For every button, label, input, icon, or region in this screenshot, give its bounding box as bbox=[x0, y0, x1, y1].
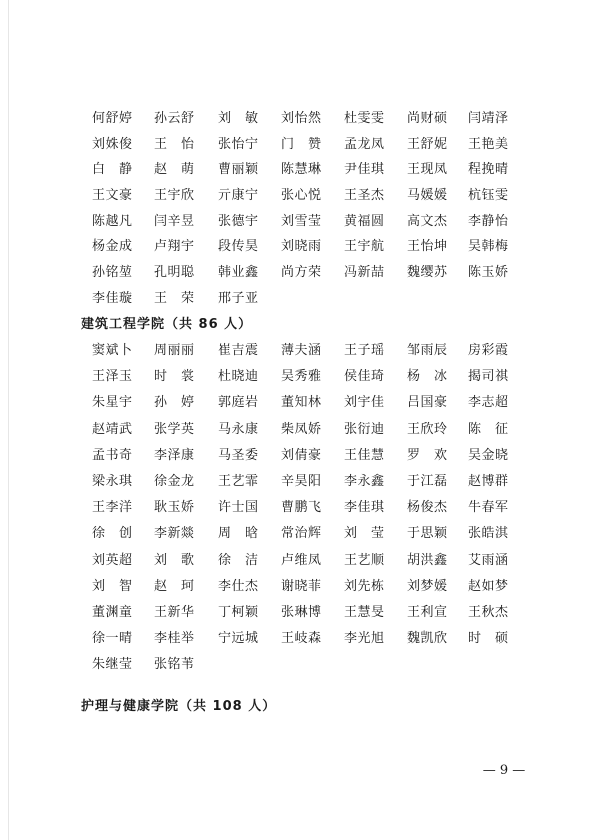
student-name: 尹佳琪 bbox=[344, 162, 385, 178]
student-name: 马永康 bbox=[218, 421, 259, 437]
student-name: 陈 征 bbox=[468, 421, 509, 437]
name-row bbox=[92, 264, 522, 290]
student-name: 梁永琪 bbox=[92, 473, 133, 489]
student-name: 房彩霞 bbox=[468, 343, 509, 358]
student-name: 吴秀雅 bbox=[281, 369, 322, 385]
student-name: 揭司祺 bbox=[468, 369, 509, 385]
student-name: 柴凤娇 bbox=[281, 421, 322, 437]
name-list-architecture bbox=[92, 342, 522, 682]
student-name: 王艳美 bbox=[468, 136, 509, 152]
student-name: 王艺顺 bbox=[344, 552, 385, 568]
student-name: 卢维凤 bbox=[281, 552, 322, 568]
student-name: 刘姝俊 bbox=[92, 136, 133, 152]
student-name: 王艺霏 bbox=[218, 473, 259, 489]
student-name: 冯新喆 bbox=[344, 265, 385, 281]
name-row bbox=[92, 394, 522, 420]
student-name: 刘先栋 bbox=[344, 578, 385, 594]
student-name: 丁柯颖 bbox=[218, 604, 259, 620]
name-row bbox=[92, 552, 522, 578]
student-name: 刘雪莹 bbox=[281, 213, 322, 229]
student-name: 李佳璇 bbox=[92, 290, 133, 306]
student-name: 王 荣 bbox=[154, 290, 195, 306]
student-name: 杨俊杰 bbox=[407, 500, 448, 516]
student-name: 李光旭 bbox=[344, 631, 385, 647]
name-row bbox=[92, 604, 522, 630]
student-name: 孟龙凤 bbox=[344, 136, 385, 152]
name-row bbox=[92, 290, 522, 316]
student-name: 赵靖武 bbox=[92, 421, 133, 437]
name-row bbox=[92, 525, 522, 551]
student-name: 尚财硕 bbox=[407, 111, 448, 126]
student-name: 杨金成 bbox=[92, 239, 133, 255]
student-name: 孟书奇 bbox=[92, 447, 133, 463]
student-name: 杜晓迪 bbox=[218, 369, 259, 385]
student-name: 薄夫涵 bbox=[281, 343, 322, 358]
student-name: 邹雨辰 bbox=[407, 343, 448, 358]
student-name: 徐 洁 bbox=[218, 552, 259, 568]
student-name: 何舒婷 bbox=[92, 111, 133, 126]
student-name: 李仕杰 bbox=[218, 578, 259, 594]
student-name: 高文杰 bbox=[407, 213, 448, 229]
student-name: 王欣玲 bbox=[407, 421, 448, 437]
student-name: 郭庭岩 bbox=[218, 395, 259, 411]
student-name: 张心悦 bbox=[281, 188, 322, 204]
student-name: 张琳博 bbox=[281, 604, 322, 620]
student-name: 崔吉震 bbox=[218, 343, 259, 358]
student-name: 朱星宇 bbox=[92, 395, 133, 411]
student-name: 王秋杰 bbox=[468, 604, 509, 620]
student-name: 孙 婷 bbox=[154, 395, 195, 411]
name-row bbox=[92, 368, 522, 394]
student-name: 王新华 bbox=[154, 604, 195, 620]
student-name: 吕国豪 bbox=[407, 395, 448, 411]
student-name: 于思颖 bbox=[407, 526, 448, 542]
student-name: 张怡宁 bbox=[218, 136, 259, 152]
student-name: 黄福圆 bbox=[344, 213, 385, 229]
student-name: 李静怡 bbox=[468, 213, 509, 229]
student-name: 徐 创 bbox=[92, 526, 133, 542]
student-name: 闫辛昱 bbox=[154, 213, 195, 229]
student-name: 刘 莹 bbox=[344, 526, 385, 542]
student-name: 李新燚 bbox=[154, 526, 195, 542]
student-name: 王岐森 bbox=[281, 631, 322, 647]
student-name: 时 硕 bbox=[468, 631, 509, 647]
student-name: 许士国 bbox=[218, 500, 259, 516]
name-row bbox=[92, 656, 522, 682]
name-list-continued bbox=[92, 110, 522, 316]
name-row bbox=[92, 578, 522, 604]
student-name: 辛昊阳 bbox=[281, 473, 322, 489]
student-name: 赵博群 bbox=[468, 473, 509, 489]
student-name: 邢子亚 bbox=[218, 290, 259, 306]
name-row bbox=[92, 110, 522, 136]
student-name: 孙云舒 bbox=[154, 111, 195, 126]
name-row bbox=[92, 238, 522, 264]
student-name: 胡洪鑫 bbox=[407, 552, 448, 568]
student-name: 刘晓雨 bbox=[281, 239, 322, 255]
name-row bbox=[92, 447, 522, 473]
student-name: 艾雨涵 bbox=[468, 552, 509, 568]
student-name: 王文豪 bbox=[92, 188, 133, 204]
student-name: 牛春军 bbox=[468, 500, 509, 516]
student-name: 于江磊 bbox=[407, 473, 448, 489]
student-name: 魏缨苏 bbox=[407, 265, 448, 281]
student-name: 王 怡 bbox=[154, 136, 195, 152]
student-name: 孔明聪 bbox=[154, 265, 195, 281]
student-name: 杭钰雯 bbox=[468, 188, 509, 204]
student-name: 杨 冰 bbox=[407, 369, 448, 385]
student-name: 王李洋 bbox=[92, 500, 133, 516]
name-row bbox=[92, 161, 522, 187]
student-name: 李志超 bbox=[468, 395, 509, 411]
section-heading-nursing: 护理与健康学院（共 108 人） bbox=[81, 699, 277, 714]
student-name: 时 裳 bbox=[154, 369, 195, 385]
student-name: 李泽康 bbox=[154, 447, 195, 463]
name-row bbox=[92, 187, 522, 213]
student-name: 周丽丽 bbox=[154, 343, 195, 358]
student-name: 徐金龙 bbox=[154, 473, 195, 489]
student-name: 李佳琪 bbox=[344, 500, 385, 516]
student-name: 尚方荣 bbox=[281, 265, 322, 281]
student-name: 窦斌卜 bbox=[92, 343, 133, 358]
student-name: 耿玉娇 bbox=[154, 500, 195, 516]
student-name: 王慧旻 bbox=[344, 604, 385, 620]
student-name: 李桂举 bbox=[154, 631, 195, 647]
student-name: 陈玉娇 bbox=[468, 265, 509, 281]
student-name: 马圣委 bbox=[218, 447, 259, 463]
student-name: 王宇航 bbox=[344, 239, 385, 255]
student-name: 段传昊 bbox=[218, 239, 259, 255]
student-name: 王舒妮 bbox=[407, 136, 448, 152]
student-name: 魏凯欣 bbox=[407, 631, 448, 647]
student-name: 程挽晴 bbox=[468, 162, 509, 178]
student-name: 白 静 bbox=[92, 162, 133, 178]
student-name: 董渊童 bbox=[92, 604, 133, 620]
student-name: 陈慧琳 bbox=[281, 162, 322, 178]
student-name: 王利宣 bbox=[407, 604, 448, 620]
student-name: 董知林 bbox=[281, 395, 322, 411]
student-name: 刘倩豪 bbox=[281, 447, 322, 463]
student-name: 赵 萌 bbox=[154, 162, 195, 178]
student-name: 刘怡然 bbox=[281, 111, 322, 126]
student-name: 闫靖泽 bbox=[468, 111, 509, 126]
student-name: 李永鑫 bbox=[344, 473, 385, 489]
page-edge-line bbox=[0, 0, 9, 840]
student-name: 门 赞 bbox=[281, 136, 322, 152]
student-name: 吴韩梅 bbox=[468, 239, 509, 255]
student-name: 曹鹏飞 bbox=[281, 500, 322, 516]
student-name: 罗 欢 bbox=[407, 447, 448, 463]
name-row bbox=[92, 630, 522, 656]
student-name: 王圣杰 bbox=[344, 188, 385, 204]
name-row bbox=[92, 473, 522, 499]
student-name: 张衍迪 bbox=[344, 421, 385, 437]
student-name: 赵 珂 bbox=[154, 578, 195, 594]
student-name: 朱继莹 bbox=[92, 657, 133, 673]
student-name: 张德宇 bbox=[218, 213, 259, 229]
student-name: 王泽玉 bbox=[92, 369, 133, 385]
student-name: 张皓淇 bbox=[468, 526, 509, 542]
student-name: 王子瑶 bbox=[344, 343, 385, 358]
section-heading-architecture: 建筑工程学院（共 86 人） bbox=[81, 317, 253, 332]
student-name: 马媛媛 bbox=[407, 188, 448, 204]
page-number: — 9 — bbox=[482, 763, 526, 778]
student-name: 周 晗 bbox=[218, 526, 259, 542]
student-name: 陈越凡 bbox=[92, 213, 133, 229]
student-name: 卢翔宇 bbox=[154, 239, 195, 255]
student-name: 王宇欣 bbox=[154, 188, 195, 204]
student-name: 刘英超 bbox=[92, 552, 133, 568]
student-name: 王现凤 bbox=[407, 162, 448, 178]
student-name: 徐一晴 bbox=[92, 631, 133, 647]
student-name: 孙铭堃 bbox=[92, 265, 133, 281]
name-row bbox=[92, 499, 522, 525]
student-name: 刘宇佳 bbox=[344, 395, 385, 411]
student-name: 刘 歌 bbox=[154, 552, 195, 568]
name-row bbox=[92, 421, 522, 447]
student-name: 宁远城 bbox=[218, 631, 259, 647]
student-name: 王佳慧 bbox=[344, 447, 385, 463]
name-row bbox=[92, 342, 522, 368]
student-name: 张铭苇 bbox=[154, 657, 195, 673]
student-name: 刘 智 bbox=[92, 578, 133, 594]
student-name: 王怡坤 bbox=[407, 239, 448, 255]
student-name: 常治辉 bbox=[281, 526, 322, 542]
student-name: 刘梦媛 bbox=[407, 578, 448, 594]
student-name: 亓康宁 bbox=[218, 188, 259, 204]
student-name: 张学英 bbox=[154, 421, 195, 437]
student-name: 韩业鑫 bbox=[218, 265, 259, 281]
student-name: 曹丽颖 bbox=[218, 162, 259, 178]
name-row bbox=[92, 213, 522, 239]
student-name: 赵如梦 bbox=[468, 578, 509, 594]
name-row bbox=[92, 136, 522, 162]
student-name: 谢晓菲 bbox=[281, 578, 322, 594]
student-name: 侯佳琦 bbox=[344, 369, 385, 385]
student-name: 杜雯雯 bbox=[344, 111, 385, 126]
student-name: 吴金晓 bbox=[468, 447, 509, 463]
student-name: 刘 敏 bbox=[218, 111, 259, 126]
